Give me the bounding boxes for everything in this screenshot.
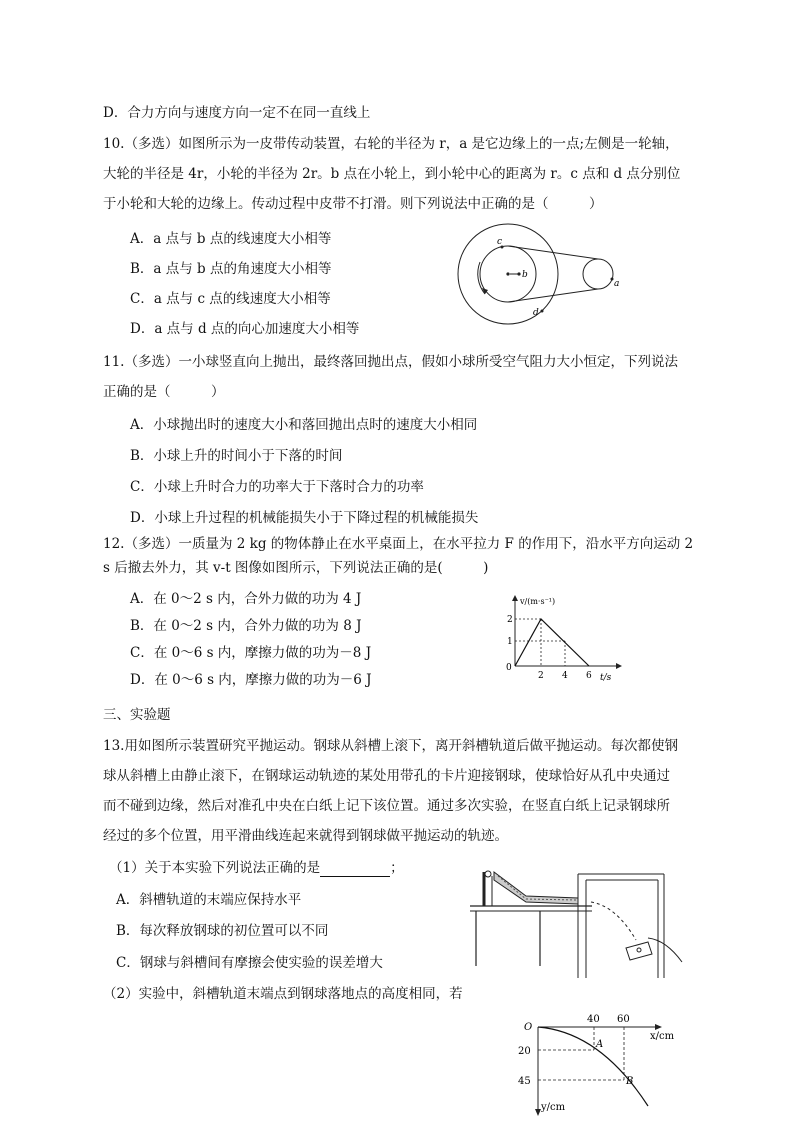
right-wheel: [583, 259, 613, 289]
tick-v2: 2: [507, 615, 513, 625]
point-b-dot: [517, 272, 520, 275]
label-a: a: [614, 279, 620, 289]
x-axis-label: x/cm: [650, 1031, 675, 1042]
q13-option-c: C．钢球与斜槽间有摩擦会使实验的误差增大: [116, 955, 383, 971]
vt-line: [515, 619, 589, 666]
belt-top: [508, 246, 598, 259]
q13-option-a: A．斜槽轨道的末端应保持水平: [116, 892, 302, 908]
q13-line-4: 经过的多个位置，用平滑曲线连起来就得到钢球做平抛运动的轨迹。: [103, 828, 508, 844]
card-with-hole: [626, 942, 652, 960]
q13-option-b: B．每次释放钢球的初位置可以不同: [116, 923, 329, 939]
q11-option-a: A．小球抛出时的速度大小和落回抛出点时的速度大小相同: [130, 417, 478, 433]
x-axis-arrow: [655, 1024, 662, 1030]
q10-option-b: B．a 点与 b 点的角速度大小相等: [130, 261, 332, 277]
q12-option-d: D．在 0～6 s 内，摩擦力做的功为－6 J: [130, 672, 372, 688]
tick-y20: 20: [518, 1046, 531, 1057]
belt-pulley-figure: [452, 222, 642, 334]
tick-x60: 60: [617, 1014, 630, 1025]
point-A: A: [596, 1039, 604, 1050]
q10-line-1: 10.（多选）如图所示为一皮带传动装置，右轮的半径为 r，a 是它边缘上的一点;左侧是一轮轴，: [103, 136, 679, 152]
q10-line-2: 大轮的半径是 4r，小轮的半径为 2r。b 点在小轮上，到小轮中心的距离为 r。c 点和 d 点分别位: [103, 166, 681, 182]
hand: [648, 938, 682, 962]
q11-line-1: 11.（多选）一小球竖直向上抛出，最终落回抛出点，假如小球所受空气阻力大小恒定，下列说法: [103, 354, 678, 370]
v-axis-label: v/(m·s⁻¹): [520, 597, 556, 606]
q13-line-3: 而不碰到边缘，然后对准孔中央在白纸上记下该位置。通过多次实验，在竖直白纸上记录钢球所: [103, 798, 670, 814]
center-dot: [506, 272, 509, 275]
section-title: 三、实验题: [103, 707, 171, 723]
label-c: c: [497, 237, 503, 247]
q12-line-1: 12.（多选）一质量为 2 kg 的物体静止在水平桌面上，在水平拉力 F 的作用下，沿水平方向运动 2: [103, 536, 694, 552]
q9-option-d: D．合力方向与速度方向一定不在同一直线上: [103, 105, 371, 121]
q11-option-b: B．小球上升的时间小于下落的时间: [130, 448, 343, 464]
t-axis-label: t/s: [600, 673, 612, 683]
q10-option-a: A．a 点与 b 点的线速度大小相等: [130, 231, 332, 247]
q11-option-c: C．小球上升时合力的功率大于下落时合力的功率: [130, 479, 424, 495]
tick-t2: 2: [538, 671, 544, 681]
trajectory-curve: [538, 1027, 648, 1106]
q13-part2: （2）实验中，斜槽轨道末端点到钢球落地点的高度相同，若: [103, 986, 463, 1002]
answer-blank: [320, 862, 390, 877]
q10-option-c: C．a 点与 c 点的线速度大小相等: [130, 291, 331, 307]
vt-graph: [500, 590, 630, 686]
q12-option-c: C．在 0～6 s 内，摩擦力做的功为－8 J: [130, 645, 372, 661]
q13-part1-prompt: （1）关于本实验下列说法正确的是: [109, 860, 321, 876]
q12-option-b: B．在 0～2 s 内，合外力做的功为 8 J: [130, 618, 362, 634]
origin-label: 0: [506, 663, 512, 673]
label-d: d: [533, 308, 539, 318]
q10-line-3: 于小轮和大轮的边缘上。传动过程中皮带不打滑。则下列说法中正确的是（ ）: [103, 196, 603, 212]
belt-bottom: [508, 289, 598, 302]
y-axis-label: y/cm: [541, 1102, 566, 1113]
q12-line-2: s 后撤去外力，其 v-t 图像如图所示，下列说法正确的是( ): [103, 560, 489, 576]
t-axis-arrow: [616, 663, 622, 669]
trajectory-graph: [510, 1010, 710, 1123]
q11-option-d: D．小球上升过程的机械能损失小于下降过程的机械能损失: [130, 510, 479, 526]
tick-y45: 45: [518, 1076, 531, 1087]
q13-line-2: 球从斜槽上由静止滚下，在钢球运动轨迹的某处用带孔的卡片迎接钢球，使球恰好从孔中央通过: [103, 768, 670, 784]
ball-start: [485, 871, 491, 877]
q13-line-1: 13.用如图所示装置研究平抛运动。钢球从斜槽上滚下，离开斜槽轨道后做平抛运动。每次都使钢: [103, 738, 678, 754]
v-axis-arrow: [512, 595, 518, 601]
point-d-dot: [541, 310, 544, 313]
q13-part1-suffix: ；: [390, 860, 404, 876]
tick-t4: 4: [562, 671, 568, 681]
point-B: B: [626, 1076, 634, 1087]
tick-x40: 40: [587, 1014, 600, 1025]
tick-v1: 1: [507, 637, 513, 647]
q11-line-2: 正确的是（ ）: [103, 384, 225, 400]
inclined-chute: [494, 872, 578, 904]
tick-t6: 6: [586, 671, 592, 681]
origin-O: O: [524, 1022, 533, 1033]
q12-option-a: A．在 0～2 s 内，合外力做的功为 4 J: [130, 591, 362, 607]
label-b: b: [522, 270, 528, 280]
q10-option-d: D．a 点与 d 点的向心加速度大小相等: [130, 321, 360, 337]
trajectory: [591, 902, 636, 940]
projectile-apparatus-figure: [466, 866, 688, 978]
q13-part1: [109, 859, 404, 877]
